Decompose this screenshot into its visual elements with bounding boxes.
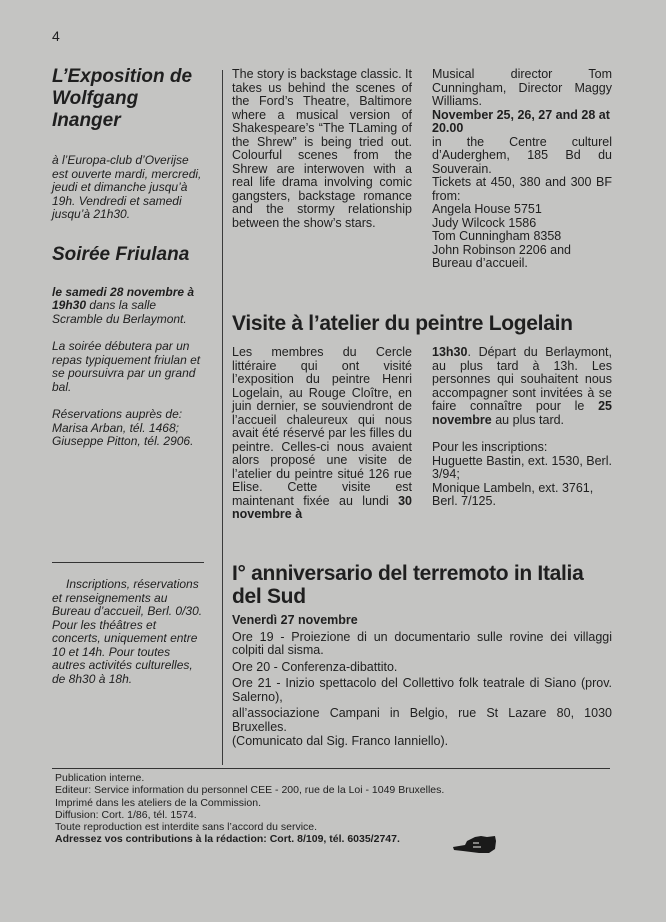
- expo-title: L’Exposition de Wolfgang Inanger: [52, 66, 193, 131]
- logelain-time: 13h30: [432, 345, 468, 359]
- expo-text: à l’Europa-club d’Overijse est ouverte mardi, mercredi, jeudi et dimanche jusqu’à 19h. Vendredi et samedi jusqu’à 21h30.: [52, 153, 202, 221]
- footer-contact: Adressez vos contributions à la rédaction: Cort. 8/109, tél. 6035/2747.: [55, 833, 400, 846]
- contact-line: John Robinson 2206 and: [432, 242, 572, 257]
- logelain-departure-text: . Départ du Berlaymont, au plus tard à 13h. Les personnes qui souhaitent nous accompagner sont invitées à se faire connaître pour le: [432, 345, 612, 413]
- inscriptions-text: Inscriptions, réservations et renseignements au Bureau d’accueil, Berl. 0/30. Pour les théâtres et concerts, uniquement entre 10 et 14h. Pour toutes autres activités culturelles, de 8h30 à 18h.: [52, 577, 203, 686]
- logelain-deadline: 25 novembre: [432, 399, 612, 427]
- theatre-venue: in the Centre culturel d’Auderghem, 185 Bd du Souverain.: [432, 134, 612, 176]
- logelain-inscr-line: Monique Lambeln, ext. 3761, Berl. 7/125.: [432, 480, 594, 508]
- logelain-text: [232, 346, 412, 522]
- logelain-title: Visite à l’atelier du peintre Logelain: [232, 312, 573, 335]
- soiree-title: Soirée Friulana: [52, 243, 190, 265]
- logelain-inscr-line: Huguette Bastin, ext. 1530, Berl. 3/94;: [432, 453, 612, 481]
- soiree-date: le samedi 28 novembre à 19h30: [52, 284, 195, 312]
- footer-line: Toute reproduction est interdite sans l’accord du service.: [55, 821, 318, 834]
- terremoto-body: [232, 614, 612, 749]
- theatre-director: Musical director Tom Cunningham, Director Maggy Williams.: [432, 67, 612, 108]
- terremoto-title: I° anniversario del terremoto in Italia del Sud: [232, 562, 584, 608]
- footer-line: Diffusion: Cort. 1/86, tél. 1574.: [55, 808, 197, 821]
- logelain-text-body: Les membres du Cercle littéraire qui ont visité l’exposition du peintre Henri Logelain, au Rouge Cloître, en juin dernier, se souviendront de l’accueil chaleureux qui nous avait été réservé par les filles du peintre. Celles-ci nous avaient alors proposé une visite de l’atelier du peintre situé 126 rue Elise. Cette visite est maintenant fixée au lundi: [232, 345, 412, 508]
- footer-line: Editeur: Service information du personnel CEE - 200, rue de la Loi - 1049 Bruxelles.: [55, 784, 445, 797]
- terremoto-line: Ore 21 - Inizio spettacolo del Collettivo folk teatrale di Siano (prov. Salerno),: [232, 676, 612, 704]
- logelain-deadline-text: au plus tard.: [495, 412, 565, 427]
- soiree-reservations: Réservations auprès de: Marisa Arban, tél. 1468; Giuseppe Pitton, tél. 2906.: [52, 407, 194, 448]
- left-divider: [52, 562, 204, 563]
- logelain-col1: [232, 346, 412, 522]
- contact-line: Tom Cunningham 8358: [432, 229, 562, 243]
- contact-line: Judy Wilcock 1586: [432, 215, 537, 230]
- page-number: 4: [52, 28, 60, 44]
- terremoto-line: all’associazione Campani in Belgio, rue St Lazare 80, 1030 Bruxelles.: [232, 706, 612, 734]
- theatre-story: [232, 68, 412, 230]
- terremoto-line: Ore 19 - Proiezione di un documentario sulle rovine dei villaggi colpiti dal sisma.: [232, 629, 612, 657]
- contact-line: Bureau d’accueil.: [432, 256, 528, 270]
- contact-line: Angela House 5751: [432, 202, 542, 216]
- logelain-date: 30 novembre à: [232, 493, 412, 521]
- soiree-place: dans la salle Scramble du Berlaymont.: [52, 298, 187, 326]
- theatre-contacts: [432, 203, 612, 271]
- terremoto-date: Venerdì 27 novembre: [232, 613, 358, 627]
- logelain-departure: [432, 346, 612, 427]
- left-column: [52, 66, 208, 449]
- soiree-description: La soirée débutera par un repas typiquement friulan et se poursuivra par un grand bal.: [52, 339, 201, 394]
- footer-divider: [52, 768, 610, 769]
- footer: [55, 772, 444, 846]
- footer-line: Imprimé dans les ateliers de la Commission.: [55, 796, 261, 809]
- footer-line: Publication interne.: [55, 772, 145, 784]
- theatre-story-text: The story is backstage classic. It takes us behind the scenes of the Ford’s Theatre, Baltimore where a musical version of Shakespeare’s “The TLaming of the Shrew” is being tried out. Colourful scenes from the Shrew are interwoven with a real life drama involving comic gangsters, backstage romance and the stormy relationship between the show’s stars.: [232, 67, 412, 230]
- column-divider: [222, 70, 223, 765]
- terremoto-line: Ore 20 - Conferenza-dibattito.: [232, 659, 398, 674]
- inscriptions-box: [52, 578, 204, 686]
- soiree-intro: [52, 286, 208, 327]
- logelain-inscr-label: Pour les inscriptions:: [432, 440, 548, 454]
- logelain-col2: [432, 346, 612, 509]
- terremoto-line: (Comunicato dal Sig. Franco Ianniello).: [232, 734, 449, 748]
- theatre-tickets: Tickets at 450, 380 and 300 BF from:: [432, 175, 612, 203]
- theatre-details: [432, 68, 612, 271]
- hand-logo-icon: [451, 833, 497, 855]
- theatre-dates: November 25, 26, 27 and 28 at 20.00: [432, 107, 610, 135]
